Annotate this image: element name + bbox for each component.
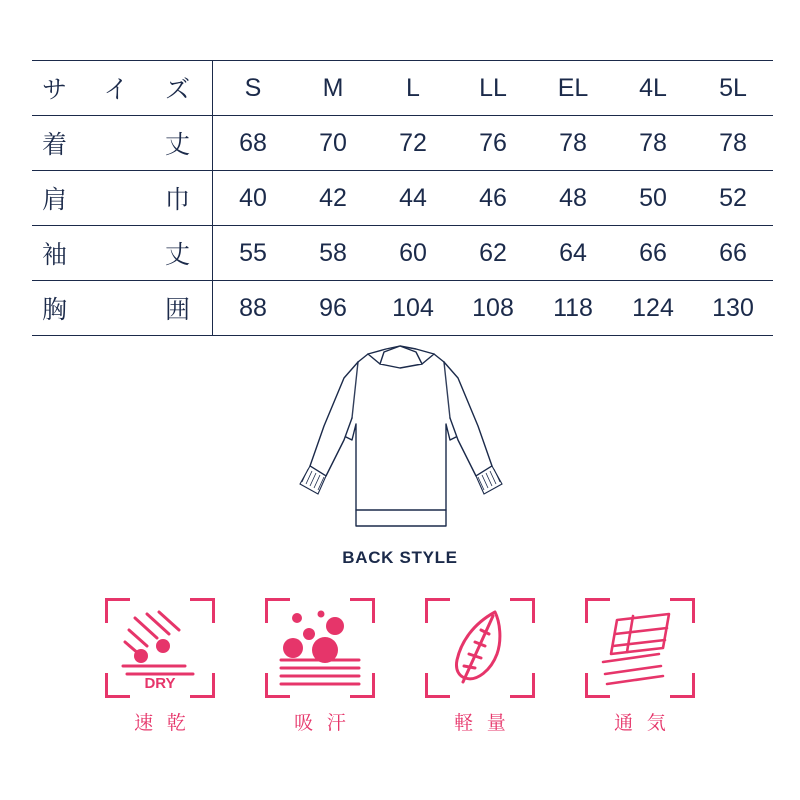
row-label-sleeve-length: 袖 丈 bbox=[32, 226, 213, 281]
lightweight-feather-icon bbox=[433, 604, 527, 692]
cell-shoulder-width-m: 42 bbox=[293, 171, 373, 226]
cell-sleeve-length-el: 64 bbox=[533, 226, 613, 281]
cell-shoulder-width-5l: 52 bbox=[693, 171, 773, 226]
breathable-airflow-icon bbox=[593, 604, 687, 692]
feature-breathable bbox=[580, 598, 700, 735]
table-row bbox=[32, 171, 773, 226]
cell-sleeve-length-5l: 66 bbox=[693, 226, 773, 281]
size-chart-body bbox=[32, 116, 773, 336]
cell-chest-m: 96 bbox=[293, 281, 373, 336]
size-column-l: L bbox=[373, 61, 453, 116]
cell-shoulder-width-l: 44 bbox=[373, 171, 453, 226]
size-header-label: サ イ ズ bbox=[32, 61, 213, 116]
size-column-4l: 4L bbox=[613, 61, 693, 116]
cell-chest-el: 118 bbox=[533, 281, 613, 336]
cell-chest-s: 88 bbox=[213, 281, 294, 336]
row-label-body-length: 着 丈 bbox=[32, 116, 213, 171]
back-style-caption: BACK STYLE bbox=[342, 548, 458, 567]
size-column-s: S bbox=[213, 61, 294, 116]
cell-body-length-l: 72 bbox=[373, 116, 453, 171]
feature-label-breathable: 通 気 bbox=[614, 713, 670, 734]
table-row bbox=[32, 281, 773, 336]
cell-body-length-5l: 78 bbox=[693, 116, 773, 171]
feature-frame bbox=[105, 598, 215, 698]
cell-sleeve-length-m: 58 bbox=[293, 226, 373, 281]
feature-label-lightweight: 軽 量 bbox=[454, 713, 510, 734]
cell-sleeve-length-ll: 62 bbox=[453, 226, 533, 281]
feature-sweat-absorbing bbox=[260, 598, 380, 735]
cell-body-length-4l: 78 bbox=[613, 116, 693, 171]
cell-chest-l: 104 bbox=[373, 281, 453, 336]
cell-body-length-ll: 76 bbox=[453, 116, 533, 171]
feature-frame bbox=[425, 598, 535, 698]
table-row bbox=[32, 226, 773, 281]
table-row bbox=[32, 116, 773, 171]
size-column-el: EL bbox=[533, 61, 613, 116]
cell-shoulder-width-ll: 46 bbox=[453, 171, 533, 226]
feature-lightweight bbox=[420, 598, 540, 735]
feature-label-quick-dry: 速 乾 bbox=[134, 713, 190, 734]
garment-back-illustration bbox=[240, 340, 560, 540]
size-column-m: M bbox=[293, 61, 373, 116]
feature-frame bbox=[265, 598, 375, 698]
quick-dry-icon bbox=[113, 604, 207, 692]
feature-frame bbox=[585, 598, 695, 698]
feature-icon-row bbox=[100, 598, 700, 735]
row-label-chest: 胸 囲 bbox=[32, 281, 213, 336]
cell-chest-ll: 108 bbox=[453, 281, 533, 336]
cell-chest-5l: 130 bbox=[693, 281, 773, 336]
cell-shoulder-width-el: 48 bbox=[533, 171, 613, 226]
cell-chest-4l: 124 bbox=[613, 281, 693, 336]
cell-sleeve-length-4l: 66 bbox=[613, 226, 693, 281]
row-label-shoulder-width: 肩 巾 bbox=[32, 171, 213, 226]
sweat-absorbing-icon bbox=[273, 604, 367, 692]
cell-body-length-el: 78 bbox=[533, 116, 613, 171]
cell-sleeve-length-l: 60 bbox=[373, 226, 453, 281]
dry-badge-text: DRY bbox=[144, 675, 176, 692]
feature-quick-dry bbox=[100, 598, 220, 735]
cell-shoulder-width-s: 40 bbox=[213, 171, 294, 226]
feature-label-sweat-absorbing: 吸 汗 bbox=[294, 713, 350, 734]
cell-sleeve-length-s: 55 bbox=[213, 226, 294, 281]
table-header-row bbox=[32, 61, 773, 116]
cell-body-length-m: 70 bbox=[293, 116, 373, 171]
size-column-5l: 5L bbox=[693, 61, 773, 116]
jacket-back-icon bbox=[240, 340, 560, 540]
size-chart-table bbox=[32, 60, 773, 336]
cell-body-length-s: 68 bbox=[213, 116, 294, 171]
size-column-ll: LL bbox=[453, 61, 533, 116]
cell-shoulder-width-4l: 50 bbox=[613, 171, 693, 226]
size-chart-header bbox=[32, 61, 773, 116]
